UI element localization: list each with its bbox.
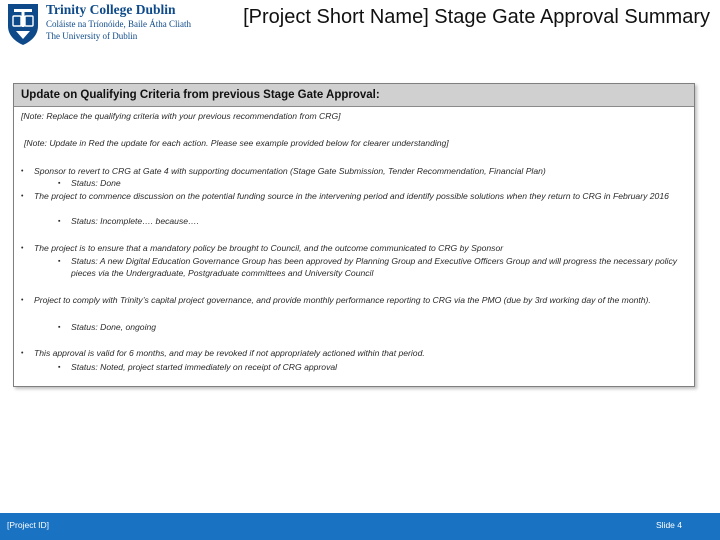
criteria-text: The project is to ensure that a mandatory policy be brought to Council, and the outcome communicated to CRG by Sponsor xyxy=(34,243,504,253)
criteria-text: The project to commence discussion on the potential funding source in the intervening period and identify possible solutions when they return to CRG in February 2016 xyxy=(34,191,669,201)
project-id: [Project ID] xyxy=(7,520,50,530)
bullet-icon: • xyxy=(21,193,24,200)
crest-icon xyxy=(6,2,40,46)
bullet-icon: • xyxy=(21,350,24,357)
status-text: Status: Done xyxy=(71,178,121,188)
status-line xyxy=(58,256,686,279)
criteria-item xyxy=(21,348,689,360)
replace-note: [Note: Replace the qualifying criteria with your previous recommendation from CRG] xyxy=(21,111,341,121)
status-text: Status: Done, ongoing xyxy=(71,322,157,332)
slide-number: Slide 4 xyxy=(656,520,682,530)
status-text: Status: A new Digital Education Governance Group has been approved by Planning Group and Executive Officers Group and will progress the necessary policy pieces via the Undergraduate, Postgraduate committees and University Council xyxy=(71,256,678,278)
square-bullet-icon: ▪ xyxy=(58,180,61,187)
square-bullet-icon: ▪ xyxy=(58,364,61,371)
logo-irish-name: Coláiste na Tríonóide, Baile Átha Cliath xyxy=(46,19,191,29)
status-line xyxy=(58,216,686,228)
square-bullet-icon: ▪ xyxy=(58,258,61,265)
criteria-box xyxy=(13,83,695,387)
trinity-logo xyxy=(6,2,191,48)
criteria-box-header: Update on Qualifying Criteria from previous Stage Gate Approval: xyxy=(14,84,694,107)
status-line xyxy=(58,322,686,334)
criteria-text: This approval is valid for 6 months, and may be revoked if not appropriately actioned within that period. xyxy=(34,348,425,358)
status-text: Status: Incomplete…. because…. xyxy=(71,216,200,226)
logo-name: Trinity College Dublin xyxy=(46,2,176,17)
square-bullet-icon: ▪ xyxy=(58,324,61,331)
status-line xyxy=(58,362,686,374)
criteria-text: Project to comply with Trinity’s capital project governance, and provide monthly performance reporting to CRG via the PMO (due by 3rd working day of the month). xyxy=(34,295,651,305)
square-bullet-icon: ▪ xyxy=(58,218,61,225)
criteria-item xyxy=(21,166,689,178)
criteria-item xyxy=(21,243,689,255)
criteria-item xyxy=(21,191,689,203)
footer-bar xyxy=(0,513,720,540)
bullet-icon: • xyxy=(21,245,24,252)
status-text: Status: Noted, project started immediately on receipt of CRG approval xyxy=(71,362,338,372)
criteria-item xyxy=(21,295,689,307)
bullet-icon: • xyxy=(21,168,24,175)
logo-university: The University of Dublin xyxy=(46,31,138,41)
slide-title: [Project Short Name] Stage Gate Approval Summary xyxy=(243,6,710,28)
bullet-icon: • xyxy=(21,297,24,304)
status-line xyxy=(58,178,686,190)
criteria-text: Sponsor to revert to CRG at Gate 4 with supporting documentation (Stage Gate Submission, Tender Recommendation, Financial Plan) xyxy=(34,166,546,176)
update-note: [Note: Update in Red the update for each action. Please see example provided below for clearer understanding] xyxy=(24,138,449,148)
